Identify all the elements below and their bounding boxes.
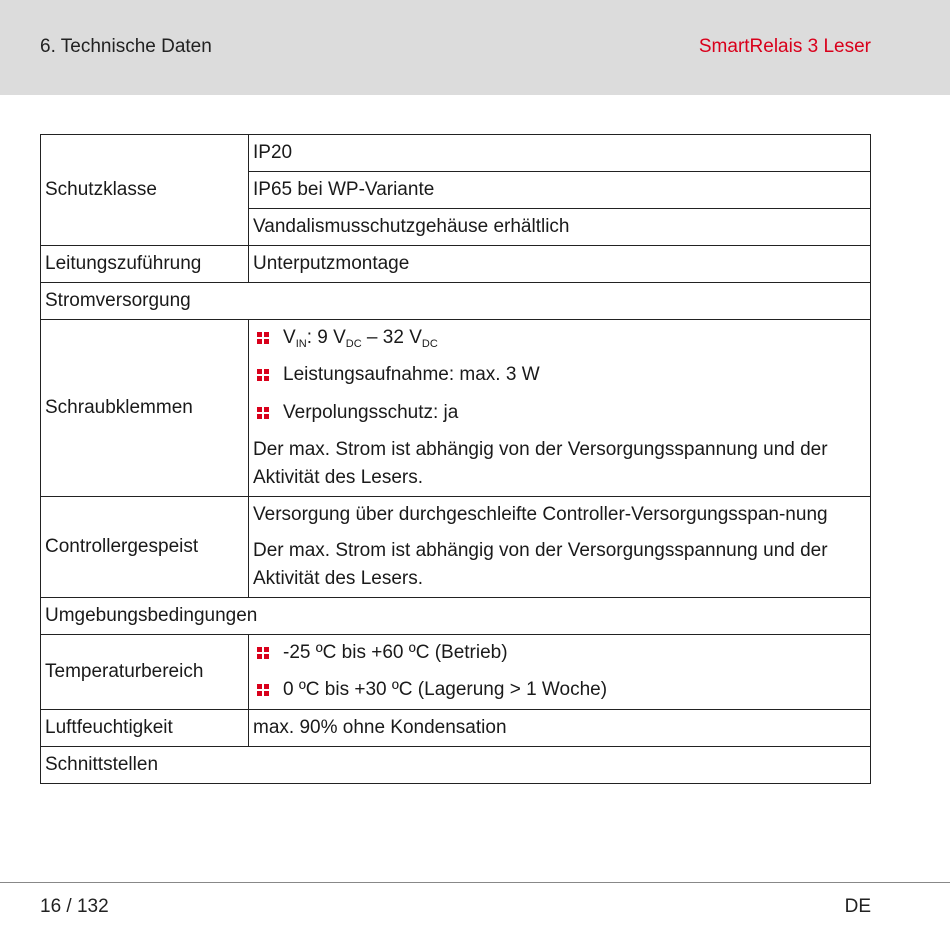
- value-luft: max. 90% ohne Kondensation: [249, 710, 871, 747]
- technical-data-table: [40, 134, 871, 784]
- section-umgebung: Umgebungsbedingungen: [41, 598, 871, 635]
- bullet-icon: [257, 369, 269, 381]
- storage-temp: 0 ºC bis +30 ºC (Lagerung > 1 Woche): [283, 679, 608, 700]
- row-label-schutzklasse: Schutzklasse: [41, 135, 249, 246]
- row-label-temperatur: Temperaturbereich: [41, 635, 249, 710]
- product-name: SmartRelais 3 Leser: [698, 36, 871, 57]
- row-label-schraubklemmen: Schraubklemmen: [41, 320, 249, 497]
- section-stromversorgung: Stromversorgung: [41, 283, 871, 320]
- language-code: DE: [844, 896, 871, 917]
- table-row: [41, 246, 871, 283]
- polarity-protection: Verpolungsschutz: ja: [283, 402, 459, 423]
- value-vandalismus: Vandalismusschutzgehäuse erhältlich: [249, 209, 871, 246]
- table-row: [41, 497, 871, 598]
- section-title: 6. Technische Daten: [40, 36, 212, 57]
- footer-divider: [0, 882, 950, 883]
- list-item: [253, 671, 866, 709]
- current-note: Der max. Strom ist abhängig von der Versorgungsspannung und der Aktivität des Lesers.: [253, 439, 828, 488]
- row-label-luft: Luftfeuchtigkeit: [41, 710, 249, 747]
- value-schraubklemmen: [249, 320, 871, 497]
- row-label-leitung: Leitungszuführung: [41, 246, 249, 283]
- table-row: [41, 320, 871, 497]
- bullet-icon: [257, 684, 269, 696]
- current-note: Der max. Strom ist abhängig von der Versorgungsspannung und der Aktivität des Lesers.: [253, 540, 828, 589]
- table-row: [41, 710, 871, 747]
- row-label-controller: Controllergespeist: [41, 497, 249, 598]
- bullet-icon: [257, 647, 269, 659]
- controller-supply: Versorgung über durchgeschleifte Controller-Versorgungsspan-nung: [253, 504, 828, 525]
- bullet-icon: [257, 407, 269, 419]
- list-item: [253, 394, 866, 432]
- table-row: [41, 635, 871, 710]
- operating-temp: -25 ºC bis +60 ºC (Betrieb): [283, 642, 508, 663]
- section-schnittstellen: Schnittstellen: [41, 747, 871, 784]
- table-row: [41, 598, 871, 635]
- table-row: [41, 283, 871, 320]
- vin-spec: $V_{IN}$: 9 $V_{DC} - 32$ $V_{DC}$: [283, 327, 438, 350]
- value-controller: [249, 497, 871, 598]
- table-row: [41, 135, 871, 172]
- power-consumption: Leistungsaufnahme: max. 3 W: [283, 364, 540, 385]
- value-temperatur: [249, 635, 871, 710]
- list-item: [253, 320, 866, 356]
- table-row: [41, 747, 871, 784]
- list-item: [253, 356, 866, 394]
- value-leitung: Unterputzmontage: [249, 246, 871, 283]
- list-item: [253, 635, 866, 671]
- page-number: 16 / 132: [40, 896, 109, 917]
- value-ip20: IP20: [249, 135, 871, 172]
- page-header: [0, 0, 950, 95]
- value-ip65: IP65 bei WP-Variante: [249, 172, 871, 209]
- bullet-icon: [257, 332, 269, 344]
